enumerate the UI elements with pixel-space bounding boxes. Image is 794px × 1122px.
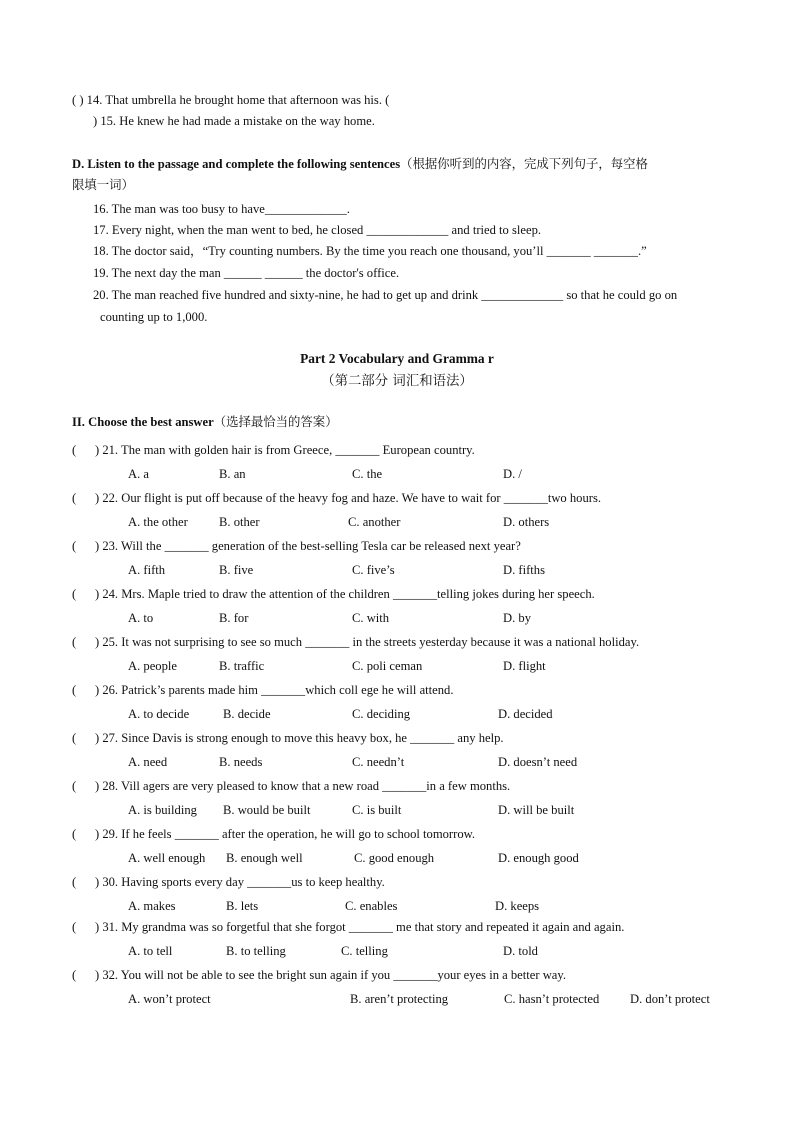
question-23: ) 23. Will the _______ generation of the best-selling Tesla car be released next year? (95, 539, 521, 553)
part2-title: Part 2 Vocabulary and Gramma r (300, 351, 494, 366)
question-18: 18. The doctor said，“Try counting numbers. By the time you reach one thousand, you’ll _______ _______.” (93, 244, 647, 258)
option-32-d: D. don’t protect (630, 992, 710, 1006)
option-26-b: B. decide (223, 707, 271, 721)
question-15: ) 15. He knew he had made a mistake on the way home. (93, 114, 375, 128)
answer-bracket-open: ( (72, 683, 77, 697)
question-29: ) 29. If he feels _______ after the operation, he will go to school tomorrow. (95, 827, 476, 841)
option-28-b: B. would be built (223, 803, 311, 817)
option-30-d: D. keeps (495, 899, 540, 913)
answer-bracket-open: ( (72, 827, 77, 841)
option-24-b: B. for (219, 611, 249, 625)
option-21-c: C. the (352, 467, 383, 481)
option-32-c: C. hasn’t protected (504, 992, 600, 1006)
part2-subtitle: （第二部分 词汇和语法） (321, 374, 473, 389)
option-29-a: A. well enough (128, 851, 206, 865)
option-28-c: C. is built (352, 803, 402, 817)
option-23-b: B. five (219, 563, 254, 577)
option-25-d: D. flight (503, 659, 546, 673)
section-ii-title: II. Choose the best answer (72, 415, 214, 429)
question-19: 19. The next day the man ______ ______ the doctor's office. (93, 266, 400, 280)
question-22: ) 22. Our flight is put off because of the heavy fog and haze. We have to wait for _______two hours. (95, 491, 601, 505)
option-29-d: D. enough good (498, 851, 579, 865)
question-17: 17. Every night, when the man went to bed, he closed _____________ and tried to sleep. (93, 223, 542, 237)
option-24-d: D. by (503, 611, 531, 625)
option-32-a: A. won’t protect (128, 992, 211, 1006)
option-23-a: A. fifth (128, 563, 166, 577)
option-26-c: C. deciding (352, 707, 411, 721)
question-28: ) 28. Vill agers are very pleased to know that a new road _______in a few months. (95, 779, 511, 793)
option-22-d: D. others (503, 515, 550, 529)
option-31-b: B. to telling (226, 944, 286, 958)
question-26: ) 26. Patrick’s parents made him _______which coll ege he will attend. (95, 683, 454, 697)
question-31: ) 31. My grandma was so forgetful that she forgot _______ me that story and repeated it again and again. (95, 920, 625, 934)
option-22-a: A. the other (128, 515, 188, 529)
option-29-b: B. enough well (226, 851, 303, 865)
answer-bracket-open: ( (72, 875, 77, 889)
answer-bracket-open: ( (72, 491, 77, 505)
section-d-heading (72, 156, 648, 172)
option-27-a: A. need (128, 755, 168, 769)
option-21-d: D. / (503, 467, 522, 481)
option-25-b: B. traffic (219, 659, 265, 673)
option-30-c: C. enables (345, 899, 398, 913)
option-31-d: D. told (503, 944, 538, 958)
option-23-d: D. fifths (503, 563, 545, 577)
section-ii-heading (72, 414, 338, 430)
answer-bracket-open: ( (72, 731, 77, 745)
answer-bracket-open: ( (72, 968, 77, 982)
question-20-cont: counting up to 1,000. (100, 310, 208, 324)
option-22-b: B. other (219, 515, 260, 529)
answer-bracket-open: ( (72, 779, 77, 793)
answer-bracket-open: ( (72, 587, 77, 601)
question-30: ) 30. Having sports every day _______us to keep healthy. (95, 875, 385, 889)
section-d-title: D. Listen to the passage and complete the following sentences (72, 157, 401, 171)
option-26-a: A. to decide (128, 707, 190, 721)
question-20: 20. The man reached five hundred and sixty-nine, he had to get up and drink _____________ so that he could go on (93, 288, 678, 302)
option-27-c: C. needn’t (352, 755, 405, 769)
section-d-instruction: （根据你听到的内容，完成下列句子，每空格 (400, 156, 648, 171)
option-28-d: D. will be built (498, 803, 575, 817)
question-32: ) 32. You will not be able to see the bright sun again if you _______your eyes in a better way. (95, 968, 567, 982)
option-21-a: A. a (128, 467, 149, 481)
section-d-instruction-cont: 限填一词） (72, 177, 134, 192)
option-29-c: C. good enough (354, 851, 435, 865)
question-16: 16. The man was too busy to have_____________. (93, 202, 350, 216)
section-ii-instruction: （选择最恰当的答案） (213, 414, 338, 429)
option-21-b: B. an (219, 467, 246, 481)
question-24: ) 24. Mrs. Maple tried to draw the attention of the children _______telling jokes during her speech. (95, 587, 595, 601)
answer-bracket-open: ( (72, 920, 77, 934)
question-25: ) 25. It was not surprising to see so much _______ in the streets yesterday because it was a national holiday. (95, 635, 640, 649)
option-23-c: C. five’s (352, 563, 395, 577)
question-21: ) 21. The man with golden hair is from Greece, _______ European country. (95, 443, 475, 457)
option-25-a: A. people (128, 659, 177, 673)
option-25-c: C. poli ceman (352, 659, 423, 673)
option-27-d: D. doesn’t need (498, 755, 578, 769)
option-24-c: C. with (352, 611, 390, 625)
question-27: ) 27. Since Davis is strong enough to move this heavy box, he _______ any help. (95, 731, 504, 745)
option-32-b: B. aren’t protecting (350, 992, 449, 1006)
answer-bracket-open: ( (72, 635, 77, 649)
option-24-a: A. to (128, 611, 154, 625)
option-30-a: A. makes (128, 899, 176, 913)
option-26-d: D. decided (498, 707, 553, 721)
option-22-c: C. another (348, 515, 401, 529)
option-28-a: A. is building (128, 803, 197, 817)
answer-bracket-open: ( (72, 539, 77, 553)
option-27-b: B. needs (219, 755, 263, 769)
option-31-c: C. telling (341, 944, 388, 958)
option-30-b: B. lets (226, 899, 259, 913)
answer-bracket-open: ( (72, 443, 77, 457)
option-31-a: A. to tell (128, 944, 173, 958)
question-14: ( ) 14. That umbrella he brought home that afternoon was his. ( (72, 93, 390, 107)
